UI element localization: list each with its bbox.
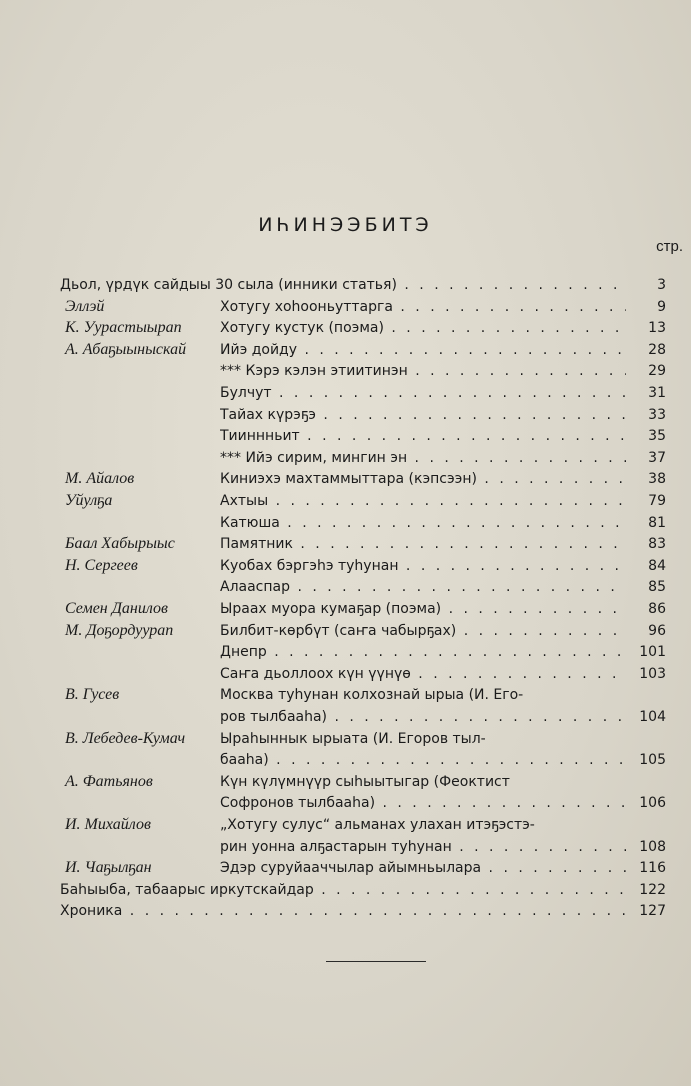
toc-page-number: 85	[648, 579, 666, 596]
toc-row	[60, 814, 666, 836]
dot-leader	[393, 299, 626, 315]
toc-work-title	[220, 404, 626, 426]
toc-row	[60, 641, 666, 663]
toc-work-text: Москва туһунан колхознай ырыа (И. Его-	[220, 687, 524, 704]
toc-row	[60, 749, 666, 771]
toc-work-title	[60, 274, 626, 296]
toc-work-title	[220, 706, 626, 728]
toc-work-title	[60, 879, 626, 901]
dot-leader	[407, 450, 626, 466]
toc-row	[60, 771, 666, 793]
toc-work-title	[220, 382, 626, 404]
toc-page-number: 122	[639, 881, 666, 898]
toc-author: М. Доҕордуурап	[65, 621, 174, 639]
toc-page-number: 105	[639, 752, 666, 769]
toc-work-title	[220, 425, 626, 447]
toc-work-text: Ахтыы	[220, 493, 269, 509]
toc-work-text: Тайах күрэҕэ	[220, 406, 316, 423]
toc-row	[60, 425, 666, 447]
dot-leader	[314, 882, 626, 898]
toc-row	[60, 706, 666, 728]
toc-author: Эллэй	[65, 297, 105, 315]
toc-author: Баал Хабырыыс	[65, 535, 175, 553]
toc-row	[60, 900, 666, 922]
toc-work-text: *** Кэрэ кэлэн этиитинэн	[220, 363, 408, 380]
toc-page-number: 108	[639, 838, 666, 855]
dot-leader	[411, 666, 626, 682]
toc-work-text: Софронов тылбааһа)	[220, 795, 376, 812]
toc-work-title	[220, 533, 626, 555]
toc-page-number: 86	[648, 601, 666, 617]
toc-work-title	[220, 836, 626, 858]
toc-author: И. Чаҕылҕан	[65, 859, 152, 877]
toc-author: В. Лебедев-Кумач	[65, 729, 186, 747]
dot-leader	[122, 903, 626, 919]
toc-row	[60, 274, 666, 296]
toc-work-title	[220, 641, 626, 663]
dot-leader	[456, 623, 626, 639]
toc-row	[60, 468, 666, 490]
toc-row	[60, 857, 666, 879]
dot-leader	[272, 385, 626, 401]
toc-work-text: Күн күлүмнүүр сыһыытыгар (Феоктист	[220, 773, 510, 790]
dot-leader	[398, 558, 626, 574]
toc-row	[60, 490, 666, 512]
toc-author: Семен Данилов	[65, 600, 168, 617]
toc-work-text: Саҥа дьоллоох күн үүнүө	[220, 665, 411, 682]
toc-work-text: Хотугу хоһооньуттарга	[220, 298, 393, 315]
toc-page-number: 116	[639, 860, 666, 877]
toc-page-number: 31	[648, 385, 666, 401]
toc-page-number: 79	[648, 493, 666, 509]
toc-page-number: 35	[648, 428, 666, 445]
dot-leader	[375, 795, 626, 811]
toc-work-title	[220, 857, 626, 879]
toc-work-text: Куобах бэргэһэ туһунан	[220, 557, 399, 574]
toc-page-number: 106	[639, 795, 666, 812]
toc-row	[60, 576, 666, 598]
dot-leader	[316, 407, 626, 423]
toc-page-number: 38	[648, 471, 666, 488]
toc-author: К. Уурастыырап	[65, 319, 182, 337]
toc-work-text: Хотугу кустук (поэма)	[220, 320, 384, 337]
toc-row	[60, 404, 666, 426]
toc-row	[60, 360, 666, 382]
toc-page-number: 84	[648, 557, 666, 574]
dot-leader	[297, 342, 626, 358]
page-title: ИҺИНЭЭБИТЭ	[258, 214, 433, 236]
toc-work-title	[220, 814, 626, 836]
toc-work-text: *** Ийэ сирим, мингин эн	[220, 449, 408, 466]
toc-work-title	[220, 512, 626, 534]
toc-work-title	[220, 576, 626, 598]
toc-work-title	[220, 749, 626, 771]
dot-leader	[397, 277, 626, 293]
toc-work-title	[220, 684, 626, 706]
toc-row	[60, 447, 666, 469]
dot-leader	[280, 515, 626, 531]
toc-row	[60, 296, 666, 318]
toc-work-text: Днепр	[220, 644, 267, 661]
toc-author: Н. Сергеев	[65, 556, 138, 574]
dot-leader	[269, 752, 626, 768]
dot-leader	[268, 493, 626, 509]
page-column-label: стр.	[656, 238, 683, 255]
toc-work-title	[220, 555, 626, 577]
toc-work-text: Алааспар	[220, 579, 290, 596]
toc-work-text: Ыраах муора кумаҕар (поэма)	[220, 601, 442, 617]
toc-page-number: 127	[639, 903, 666, 920]
toc-page-number: 33	[648, 406, 666, 423]
toc-work-title	[220, 317, 626, 339]
toc-work-title	[220, 468, 626, 490]
toc-row	[60, 339, 666, 361]
dot-leader	[327, 709, 626, 725]
toc-work-text: Дьол, үрдүк сайдыы 30 сыла (инники статья)	[60, 277, 397, 293]
toc-work-title	[220, 663, 626, 685]
dot-leader	[452, 839, 626, 855]
toc-work-text: Памятник	[220, 536, 293, 553]
toc-row	[60, 728, 666, 750]
toc-page-number: 103	[639, 665, 666, 682]
toc-row	[60, 317, 666, 339]
toc-work-title	[220, 771, 626, 793]
toc-work-text: Киниэхэ махтаммыттара (кэпсээн)	[220, 471, 477, 488]
toc-work-title	[220, 598, 626, 620]
toc-row	[60, 382, 666, 404]
toc-work-text: Булчут	[220, 385, 272, 401]
closing-rule	[326, 961, 426, 962]
toc-work-text: Хроника	[60, 903, 123, 920]
toc-page-number: 83	[648, 536, 666, 553]
toc-page-number: 37	[648, 449, 666, 466]
toc-author: В. Гусев	[65, 686, 120, 704]
dot-leader	[290, 579, 626, 595]
toc-row	[60, 663, 666, 685]
toc-work-title	[220, 339, 626, 361]
toc-work-text: Ыраһыннык ырыата (И. Егоров тыл-	[220, 730, 486, 747]
toc-row	[60, 533, 666, 555]
dot-leader	[441, 601, 626, 617]
dot-leader	[267, 644, 626, 660]
toc-row	[60, 792, 666, 814]
dot-leader	[408, 363, 626, 379]
toc-page-number: 29	[648, 363, 666, 380]
dot-leader	[293, 536, 626, 552]
toc-work-text: Баһыыба, табаарыс иркутскайдар	[60, 881, 314, 898]
toc-row	[60, 512, 666, 534]
toc-row	[60, 836, 666, 858]
toc-author: И. Михайлов	[65, 816, 151, 833]
toc-work-text: бааһа)	[220, 752, 269, 769]
toc-work-text: Билбит-көрбүт (саҥа чабырҕах)	[220, 622, 457, 639]
toc-page-number: 13	[648, 320, 666, 337]
toc-work-text: Катюша	[220, 514, 280, 531]
toc-work-title	[220, 490, 626, 512]
toc-page-number: 9	[657, 298, 666, 315]
toc-page-number: 28	[648, 341, 666, 358]
dot-leader	[481, 860, 626, 876]
toc-work-title	[220, 792, 626, 814]
toc-author: А. Фатьянов	[65, 772, 153, 790]
toc-row	[60, 620, 666, 642]
toc-work-title	[220, 296, 626, 318]
dot-leader	[384, 320, 626, 336]
dot-leader	[477, 471, 626, 487]
toc-work-title	[220, 447, 626, 469]
toc-page-number: 104	[639, 709, 666, 725]
toc-work-text: рин уонна алҕастарын туһунан	[220, 838, 452, 855]
toc-page-number: 3	[657, 277, 666, 293]
toc-page-number: 81	[648, 514, 666, 531]
toc-row	[60, 555, 666, 577]
toc-work-text: Тииннньит	[220, 428, 300, 445]
toc-work-text: ров тылбааһа)	[220, 709, 328, 725]
toc-page-number: 96	[648, 622, 666, 639]
toc-author: Уйулҕа	[65, 492, 113, 509]
toc-work-title	[220, 620, 626, 642]
toc-work-title	[60, 900, 626, 922]
toc-author: М. Айалов	[65, 470, 135, 488]
toc-author: А. Абаҕыыныскай	[65, 340, 187, 358]
toc-row	[60, 598, 666, 620]
toc-page-number: 101	[639, 644, 666, 661]
toc-work-title	[220, 728, 626, 750]
toc-work-text: „Хотугу сулус“ альманах улахан итэҕэстэ-	[220, 817, 535, 833]
toc-row	[60, 879, 666, 901]
toc-row	[60, 684, 666, 706]
toc-work-text: Эдэр суруйааччылар айымньылара	[220, 860, 482, 877]
toc-work-title	[220, 360, 626, 382]
toc-work-text: Ийэ дойду	[220, 341, 298, 358]
dot-leader	[300, 428, 626, 444]
